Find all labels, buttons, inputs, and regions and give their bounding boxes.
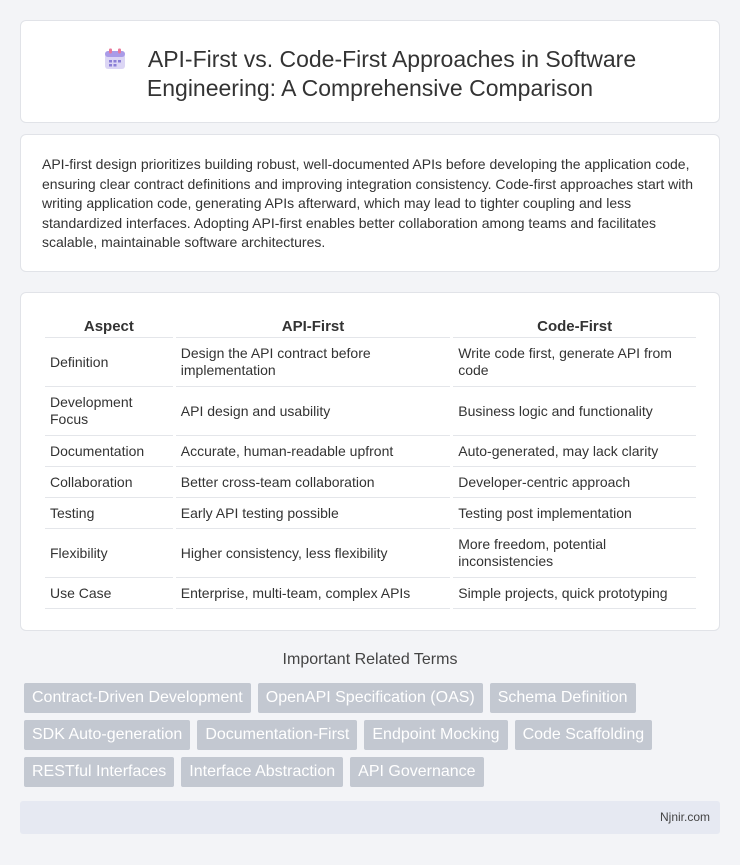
related-term-tag[interactable]: SDK Auto-generation	[24, 720, 190, 750]
row-aspect: Use Case	[45, 578, 173, 609]
row-code-first: More freedom, potential inconsistencies	[453, 529, 696, 578]
table-row	[45, 467, 696, 498]
related-term-tag[interactable]: RESTful Interfaces	[24, 757, 174, 787]
related-term-tag[interactable]: Contract-Driven Development	[24, 683, 251, 713]
row-code-first: Business logic and functionality	[453, 387, 696, 436]
row-api-first: Accurate, human-readable upfront	[176, 436, 450, 467]
row-code-first: Testing post implementation	[453, 498, 696, 529]
row-api-first: Better cross-team collaboration	[176, 467, 450, 498]
row-aspect: Documentation	[45, 436, 173, 467]
related-term-tag[interactable]: Endpoint Mocking	[364, 720, 507, 750]
row-api-first: Early API testing possible	[176, 498, 450, 529]
row-aspect: Definition	[45, 338, 173, 387]
related-term-tag[interactable]: OpenAPI Specification (OAS)	[258, 683, 483, 713]
related-term-tag[interactable]: Interface Abstraction	[181, 757, 343, 787]
related-term-tag[interactable]: Code Scaffolding	[515, 720, 653, 750]
row-code-first: Developer-centric approach	[453, 467, 696, 498]
header-api-first: API-First	[176, 316, 450, 338]
row-code-first: Simple projects, quick prototyping	[453, 578, 696, 609]
row-aspect: Collaboration	[45, 467, 173, 498]
row-code-first: Auto-generated, may lack clarity	[453, 436, 696, 467]
related-terms-row	[24, 720, 659, 750]
comparison-table	[42, 316, 699, 609]
page-title: API-First vs. Code-First Approaches in Software Engineering: A Comprehensive Comparison	[146, 46, 637, 101]
summary-text: API-first design prioritizes building robust, well-documented APIs before developing the application code, ensuring clear contract definitions and improving integration consistency. Code-first approaches start with writing application code, generating APIs afterward, which may lead to tighter coupling and less standardized interfaces. Adopting API-first enables better collaboration among teams and facilitates scalable, maintainable software architectures.	[42, 156, 694, 251]
row-aspect: Testing	[45, 498, 173, 529]
related-term-tag[interactable]: Documentation-First	[197, 720, 357, 750]
row-aspect: Flexibility	[45, 529, 173, 578]
table-row	[45, 338, 696, 387]
table-row	[45, 578, 696, 609]
related-term-tag[interactable]: Schema Definition	[490, 683, 636, 713]
table-row	[45, 529, 696, 578]
row-api-first: API design and usability	[176, 387, 450, 436]
header-aspect: Aspect	[45, 316, 173, 338]
footer	[20, 801, 720, 834]
related-terms-row	[24, 683, 643, 713]
header-code-first: Code-First	[453, 316, 696, 338]
table-row	[45, 387, 696, 436]
table-row	[45, 498, 696, 529]
related-term-tag[interactable]: API Governance	[350, 757, 483, 787]
table-header-row	[45, 316, 696, 338]
row-code-first: Write code first, generate API from code	[453, 338, 696, 387]
calendar-icon	[104, 48, 126, 70]
related-terms-row	[24, 757, 491, 787]
row-api-first: Enterprise, multi-team, complex APIs	[176, 578, 450, 609]
comparison-card	[20, 292, 720, 631]
table-row	[45, 436, 696, 467]
summary-card	[20, 134, 720, 272]
row-api-first: Higher consistency, less flexibility	[176, 529, 450, 578]
row-api-first: Design the API contract before implementation	[176, 338, 450, 387]
row-aspect: Development Focus	[45, 387, 173, 436]
title-card	[20, 20, 720, 123]
footer-site-link[interactable]: Njnir.com	[659, 810, 710, 824]
page-title-wrap	[21, 45, 719, 103]
related-terms-title: Important Related Terms	[282, 651, 458, 668]
